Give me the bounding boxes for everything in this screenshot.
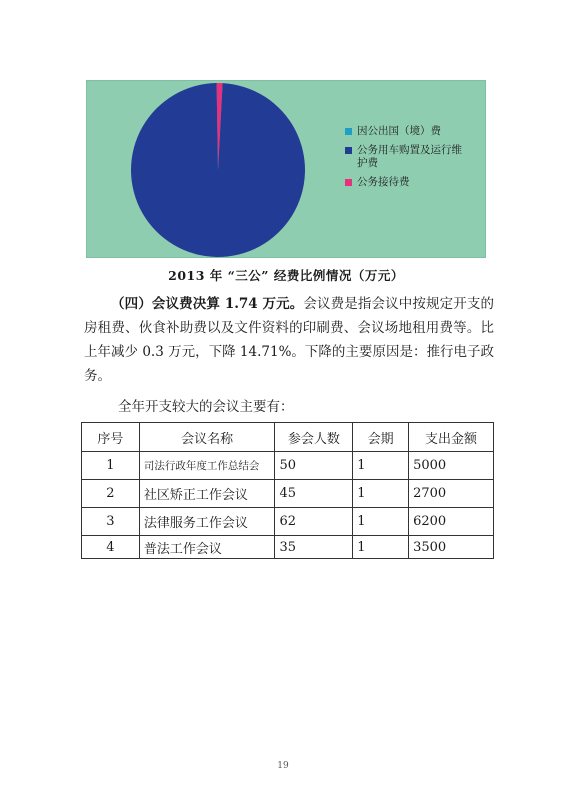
legend-item-overseas bbox=[345, 125, 485, 138]
section-heading: （四）会议费决算 1.74 万元。 bbox=[111, 296, 304, 312]
cell-meeting-name: 普法工作会议 bbox=[139, 536, 275, 559]
header-amount: 支出金额 bbox=[409, 423, 494, 452]
cell-attendees: 50 bbox=[275, 452, 353, 480]
meeting-fee-paragraph bbox=[84, 292, 494, 388]
pie-chart-panel bbox=[86, 80, 486, 258]
legend-label-reception: 公务接待费 bbox=[357, 176, 410, 188]
cell-meeting-name: 法律服务工作会议 bbox=[139, 508, 275, 536]
cell-duration: 1 bbox=[353, 508, 409, 536]
legend-swatch-overseas bbox=[345, 128, 352, 135]
cell-index: 1 bbox=[82, 452, 140, 480]
legend-swatch-vehicles bbox=[345, 147, 352, 154]
chart-caption: 2013 年 “三公” 经费比例情况（万元） bbox=[168, 268, 404, 283]
legend-item-vehicles bbox=[345, 144, 485, 170]
header-attendees: 参会人数 bbox=[275, 423, 353, 452]
cell-duration: 1 bbox=[353, 480, 409, 508]
cell-amount: 2700 bbox=[409, 480, 494, 508]
legend-label-vehicles: 公务用车购置及运行维护费 bbox=[357, 144, 462, 169]
legend-item-reception bbox=[345, 176, 485, 189]
legend-label-overseas: 因公出国（境）费 bbox=[357, 125, 441, 137]
legend-swatch-reception bbox=[345, 179, 352, 186]
cell-index: 2 bbox=[82, 480, 140, 508]
cell-meeting-name: 社区矫正工作会议 bbox=[139, 480, 275, 508]
cell-duration: 1 bbox=[353, 452, 409, 480]
cell-amount: 3500 bbox=[409, 536, 494, 559]
table-row bbox=[82, 480, 494, 508]
table-row bbox=[82, 452, 494, 480]
cell-duration: 1 bbox=[353, 536, 409, 559]
table-row bbox=[82, 536, 494, 559]
cell-amount: 6200 bbox=[409, 508, 494, 536]
header-duration: 会期 bbox=[353, 423, 409, 452]
cell-index: 3 bbox=[82, 508, 140, 536]
cell-index: 4 bbox=[82, 536, 140, 559]
cell-amount: 5000 bbox=[409, 452, 494, 480]
cell-attendees: 35 bbox=[275, 536, 353, 559]
meetings-intro: 全年开支较大的会议主要有： bbox=[118, 399, 294, 415]
cell-attendees: 45 bbox=[275, 480, 353, 508]
table-header-row bbox=[82, 423, 494, 452]
meetings-table bbox=[81, 422, 494, 559]
page-number: 19 bbox=[277, 761, 289, 771]
cell-meeting-name: 司法行政年度工作总结会 bbox=[139, 452, 275, 480]
table-row bbox=[82, 508, 494, 536]
chart-legend bbox=[345, 125, 485, 195]
header-index: 序号 bbox=[82, 423, 140, 452]
cell-attendees: 62 bbox=[275, 508, 353, 536]
section-body: 会议费是指会议中按规定开支的房租费、伙食补助费以及文件资料的印刷费、会议场地租用费等。比上年减少 0.3 万元，下降 14.71%。下降的主要原因是：推行电子政务。 bbox=[84, 296, 494, 384]
header-meeting-name: 会议名称 bbox=[139, 423, 275, 452]
